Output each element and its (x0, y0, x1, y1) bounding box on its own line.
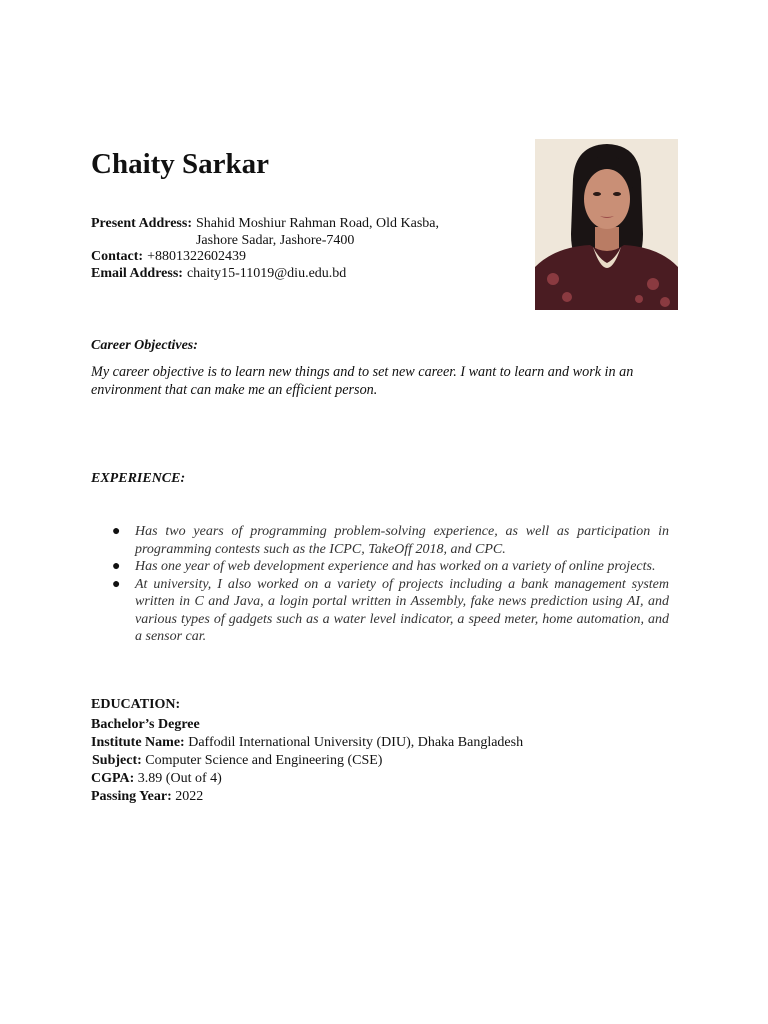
passing-year-row (91, 788, 651, 806)
address-label: Present Address: (91, 216, 192, 231)
passing-year-label: Passing Year: (91, 789, 172, 804)
profile-photo (535, 139, 678, 310)
degree-title: Bachelor’s Degree (91, 717, 200, 732)
bullet-icon: ● (112, 576, 121, 592)
experience-heading: EXPERIENCE: (91, 471, 186, 486)
contact-block (91, 216, 521, 282)
email-row (91, 266, 521, 283)
career-objectives-text: My career objective is to learn new things and to set new career. I want to learn and work in an environment that can make me an efficient person. (91, 364, 634, 398)
experience-item (112, 558, 669, 576)
experience-item-text: Has one year of web development experience and has worked on a variety of online projects. (135, 559, 656, 574)
institute-row (91, 734, 651, 752)
phone-label: Contact: (91, 249, 144, 264)
education-section (91, 696, 651, 806)
email-value: chaity15-11019@diu.edu.bd (186, 265, 347, 281)
bullet-icon: ● (112, 524, 121, 539)
phone-value: +8801322602439 (147, 249, 247, 264)
phone-row (91, 249, 521, 266)
experience-list (112, 523, 669, 646)
passing-year-value: 2022 (175, 789, 204, 804)
experience-item (112, 523, 669, 558)
address-value (196, 216, 439, 249)
experience-item-text: At university, I also worked on a variety of projects including a bank management system written in C and Java, a login portal written in Assembly, fake news prediction using AI, and various types of gadgets such as a water level indicator, a speed meter, home automation, and a sensor car. (135, 576, 669, 644)
candidate-name: Chaity Sarkar (91, 148, 270, 180)
address-line-1: Shahid Moshiur Rahman Road, Old Kasba, (195, 216, 440, 231)
career-objectives-heading: Career Objectives: (91, 338, 198, 353)
address-line-2: Jashore Sadar, Jashore-7400 (195, 232, 355, 248)
bullet-icon: ● (112, 559, 121, 574)
cgpa-value: 3.89 (Out of 4) (137, 771, 222, 786)
education-heading: EDUCATION: (91, 697, 181, 712)
experience-item-text: Has two years of programming problem-solving experience, as well as participation in programming contests such as the ICPC, TakeOff 2018, and CPC. (135, 524, 669, 557)
email-label: Email Address: (91, 265, 183, 281)
experience-item (112, 576, 669, 646)
cgpa-row (91, 770, 651, 788)
address-row (91, 216, 521, 249)
institute-value: Daffodil International University (DIU), Dhaka Bangladesh (188, 735, 524, 750)
subject-row (91, 752, 651, 770)
institute-label: Institute Name: (91, 735, 185, 750)
subject-value: Computer Science and Engineering (CSE) (145, 753, 383, 768)
subject-label: Subject: (92, 753, 142, 768)
cgpa-label: CGPA: (91, 771, 135, 786)
